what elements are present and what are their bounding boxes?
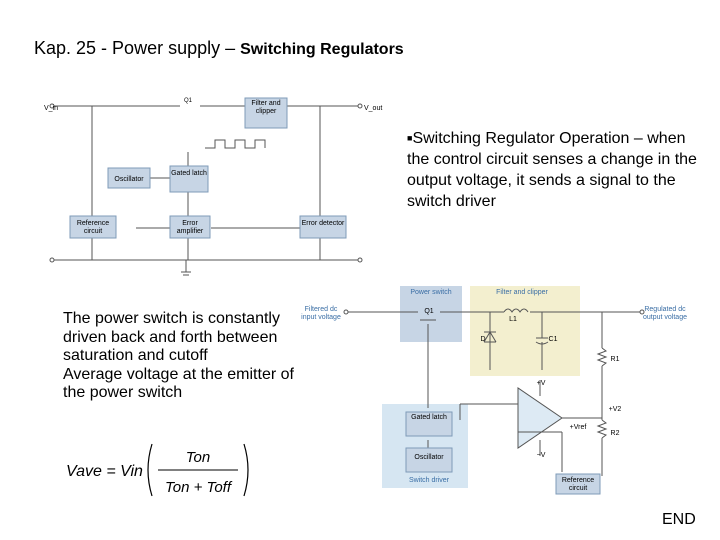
error-detector-block: Error detector [301, 220, 345, 227]
bullet-marker: ■ [407, 133, 413, 143]
r2-label: R2 [610, 430, 620, 437]
filter-clipper-caption: Filter and clipper [496, 289, 548, 296]
power-switch-caption: Power switch [410, 289, 452, 296]
gated-latch-bottom: Gated latch [411, 414, 447, 421]
end-label: END [662, 511, 696, 528]
q1-label: Q1 [184, 98, 193, 104]
explanation-text [63, 310, 308, 403]
error-amplifier-block: Error amplifier [176, 220, 204, 235]
q1-bottom-label: Q1 [424, 308, 434, 315]
formula-numerator: Ton [185, 449, 211, 466]
regulated-output-caption: Regulated dc output voltage [643, 306, 687, 321]
reference-bottom: Reference circuit [561, 477, 595, 492]
l1-label: L1 [509, 316, 517, 323]
vref-label: +Vref [569, 424, 587, 431]
para-line-2: Average voltage at the emitter of the power switch [63, 365, 294, 401]
bullet-text: Switching Regulator Operation – when the control circuit senses a change in the output voltage, it sends a signal to the switch driver [407, 130, 697, 210]
v2-label: +V2 [608, 406, 622, 413]
block-diagram-top [30, 92, 383, 282]
para-line-1: The power switch is constantly driven back and forth between saturation and cutoff [63, 310, 280, 364]
c1-label: C1 [548, 336, 558, 343]
r1-label: R1 [610, 356, 620, 363]
d1-label: D [480, 336, 486, 343]
title-main: Kap. 25 - Power supply – [34, 38, 241, 58]
regulator-schematic [300, 280, 700, 500]
switch-driver-caption: Switch driver [408, 477, 450, 484]
gated-latch-block: Gated latch [171, 170, 207, 177]
minus-v-label: −V [536, 452, 546, 459]
plus-v-label: +V [536, 380, 546, 387]
filter-clipper-block: Filter and clipper [251, 100, 281, 115]
formula-lhs: Vave = Vin [66, 463, 143, 480]
average-voltage-formula [60, 438, 260, 502]
filtered-input-caption: Filtered dc input voltage [301, 306, 341, 321]
oscillator-block: Oscillator [114, 176, 144, 183]
reference-circuit-block: Reference circuit [76, 220, 110, 235]
vin-label: V_in [44, 105, 59, 112]
slide-title [34, 38, 404, 59]
formula-denominator: Ton + Toff [164, 479, 232, 496]
bullet-item [407, 128, 707, 212]
oscillator-bottom: Oscillator [414, 454, 444, 461]
vout-label: V_out [364, 105, 383, 112]
title-sub: Switching Regulators [240, 41, 404, 58]
